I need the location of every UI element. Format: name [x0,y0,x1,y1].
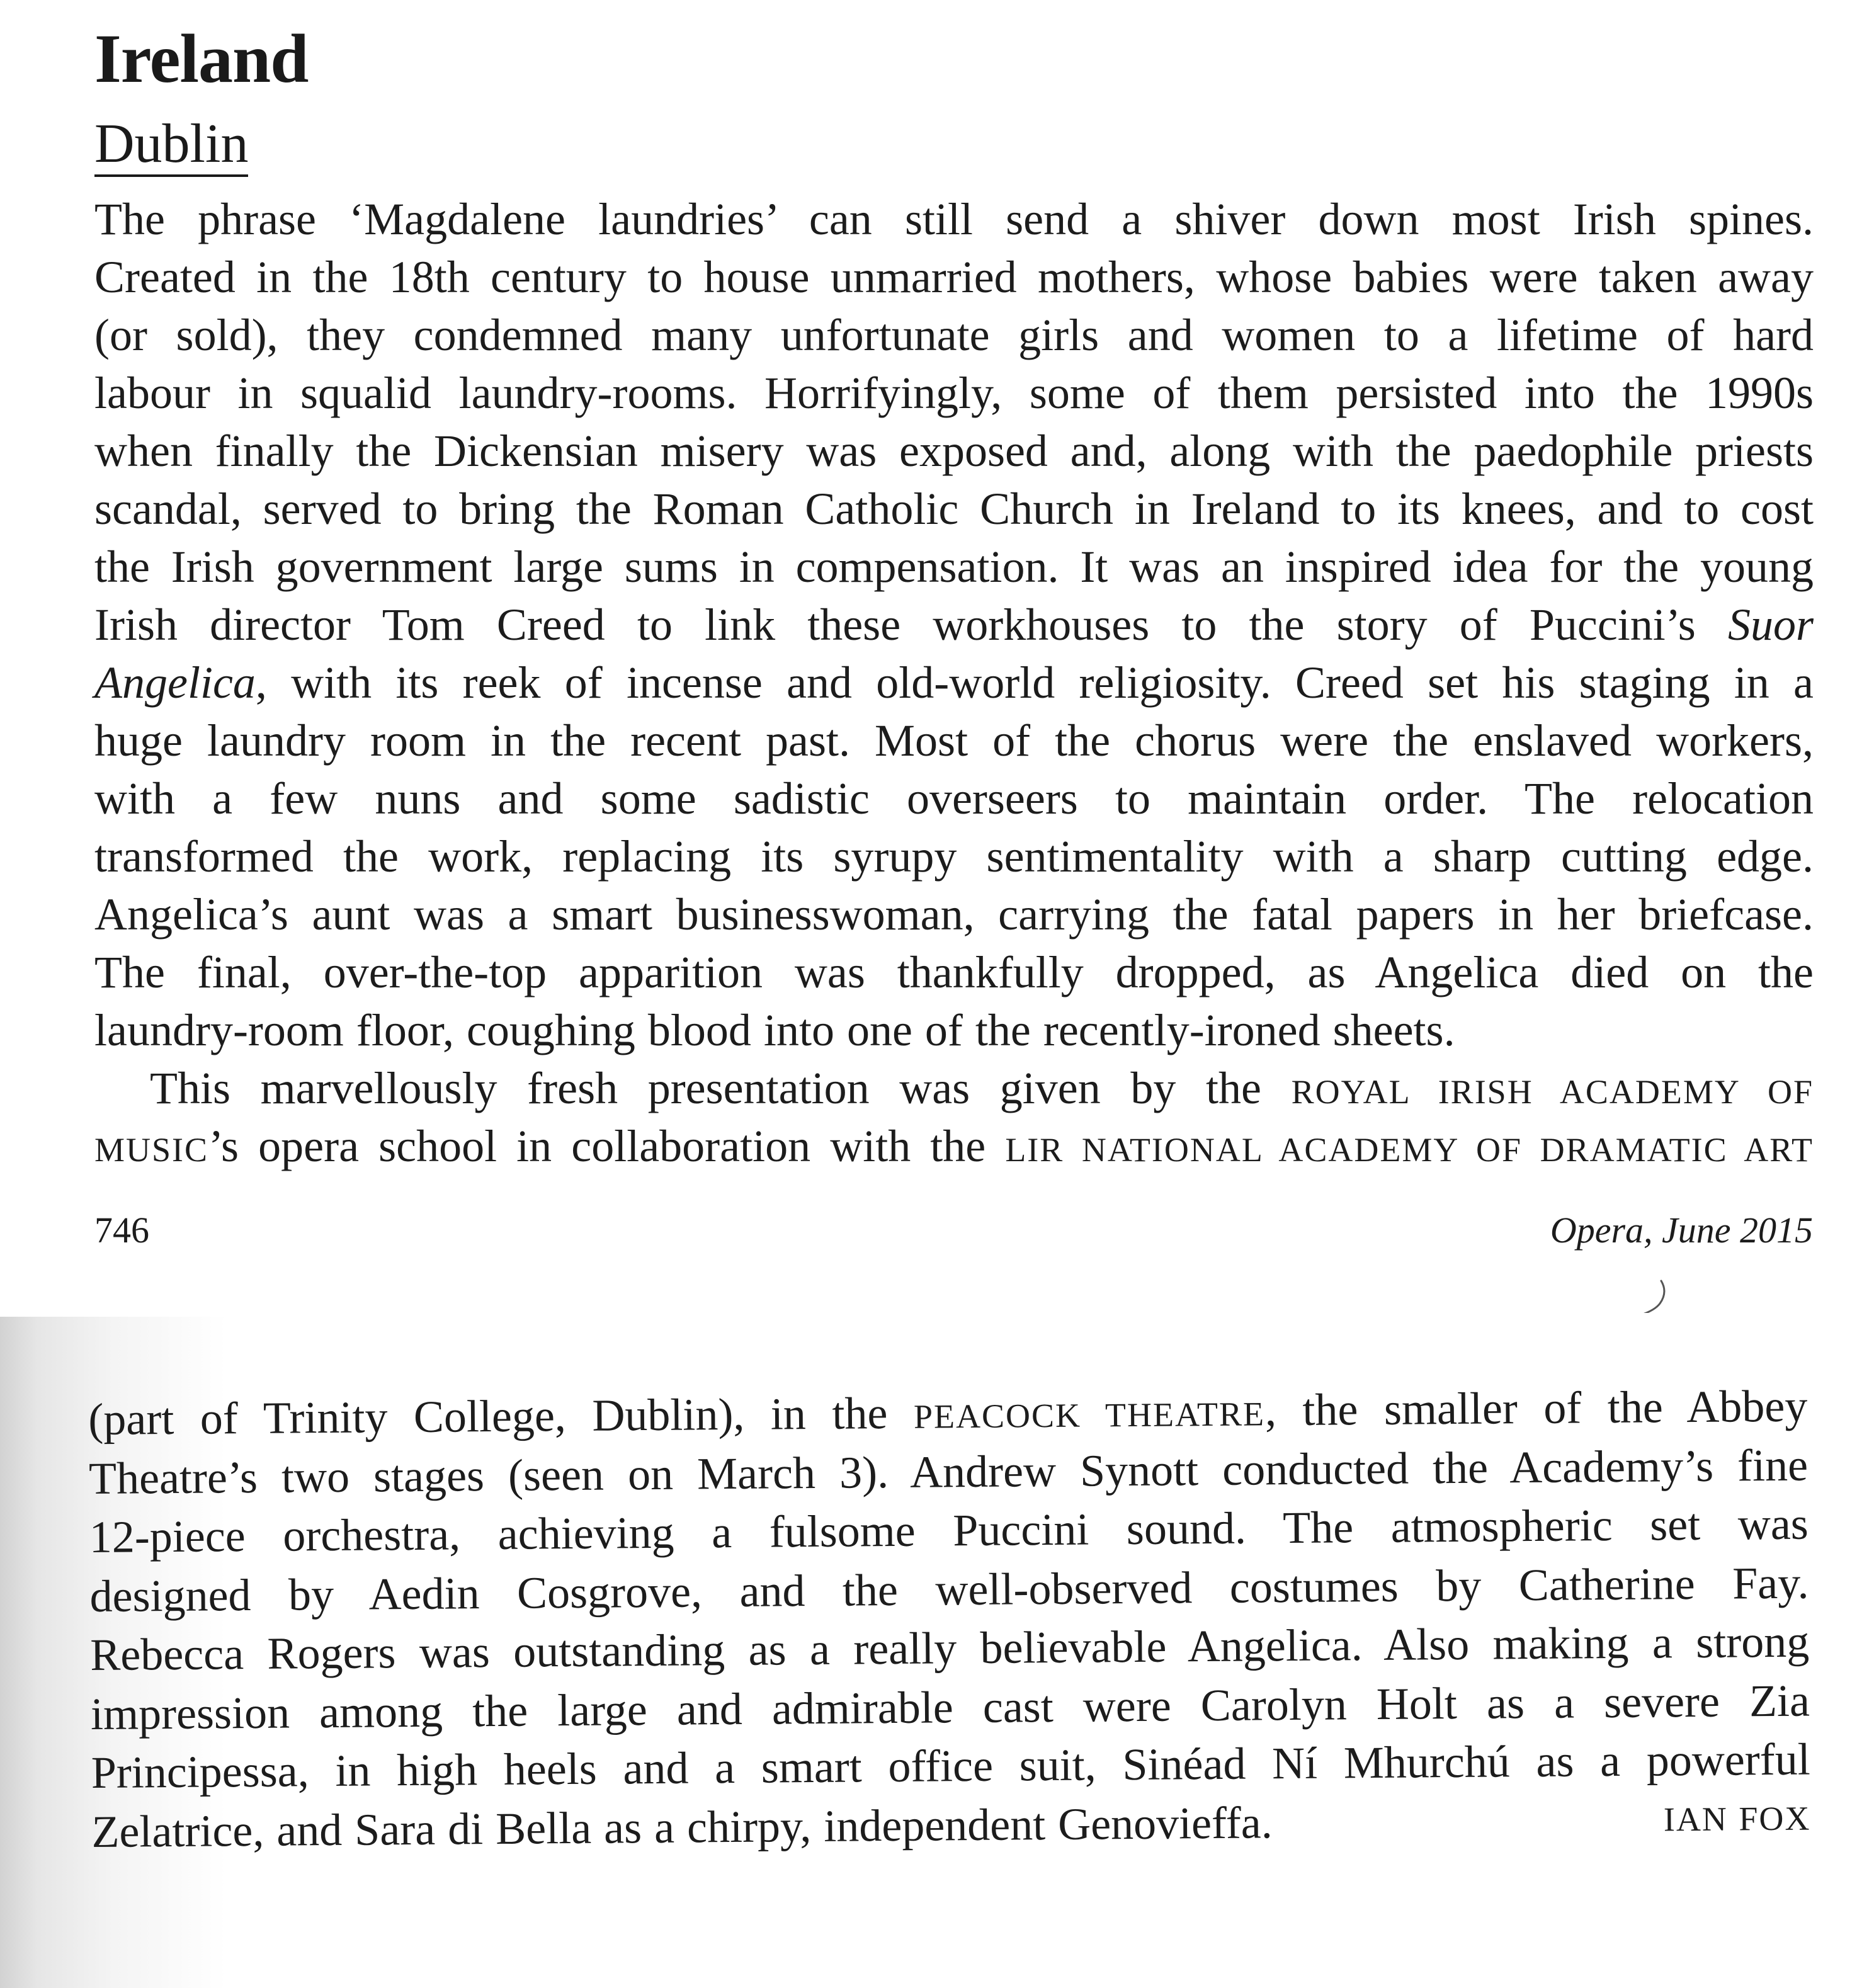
body-text: Zelatrice, and Sara di Bella as a chirpy, independent Genovieffa. [91,1797,1273,1857]
scan-edge [0,1313,1857,1317]
issue-label: Opera, June 2015 [1550,1210,1813,1251]
body-text: (part of Trinity College, Dublin), in the [88,1388,888,1445]
body-line [94,1059,1814,1117]
body-text: ’s opera school in collaboration with the [208,1121,986,1171]
body-line: Theatre’s two stages (seen on March 3). Andrew Synott conducted the Academy’s fine [88,1440,1809,1504]
body-line: huge laundry room in the recent past. Most of the chorus were the enslaved workers, [94,715,1814,766]
body-line: Angelica’s aunt was a smart businesswoman, carrying the fatal papers in her briefcase. [94,889,1814,940]
body-line: scandal, served to bring the Roman Catholic Church in Ireland to its knees, and to cost [94,484,1814,534]
body-line: laundry-room floor, coughing blood into one of the recently-ironed sheets. [94,1005,1455,1055]
review-body-top [94,190,1814,1175]
venue-name: PEACOCK THEATRE [913,1395,1266,1436]
body-line: designed by Aedin Cosgrove, and the well-observed costumes by Catherine Fay. [89,1557,1809,1622]
body-text: , with its reek of incense and old-world religiosity. Creed set his staging in a [255,657,1814,708]
body-line: when finally the Dickensian misery was exposed and, along with the paedophile priests [94,426,1814,476]
body-line: 12-piece orchestra, achieving a fulsome Puccini sound. The atmospheric set was [89,1498,1809,1562]
institution-name: LIR NATIONAL ACADEMY OF DRAMATIC ART [1005,1131,1814,1169]
body-line: the Irish government large sums in compensation. It was an inspired idea for the young [94,542,1814,592]
institution-name: MUSIC [94,1131,209,1169]
country-heading: Ireland [94,20,309,97]
institution-name: ROYAL IRISH ACADEMY OF [1291,1073,1814,1111]
body-text: , the smaller of the Abbey [1264,1380,1808,1436]
body-line: Created in the 18th century to house unmarried mothers, whose babies were taken away [94,252,1814,302]
review-body-bottom [88,1377,1811,1861]
body-text: This marvellously fresh presentation was given by the [150,1063,1261,1113]
body-line: The final, over-the-top apparition was thankfully dropped, as Angelica died on the [94,947,1814,997]
opera-title: Angelica [94,657,256,708]
body-line: with a few nuns and some sadistic overseers to maintain order. The relocation [94,773,1814,824]
body-line [94,654,1814,712]
body-line [94,596,1814,654]
body-line: impression among the large and admirable cast were Carolyn Holt as a severe Zia [90,1675,1810,1739]
body-line: The phrase ‘Magdalene laundries’ can still send a shiver down most Irish spines. [94,194,1814,244]
body-text: Irish director Tom Creed to link these workhouses to the story of Puccini’s [94,599,1696,650]
body-line: labour in squalid laundry-rooms. Horrifyingly, some of them persisted into the 1990s [94,368,1814,418]
body-line: (or sold), they condemned many unfortunate girls and women to a lifetime of hard [94,310,1814,360]
body-line: transformed the work, replacing its syrupy sentimentality with a sharp cutting edge. [94,831,1814,882]
body-line: Principessa, in high heels and a smart office suit, Sinéad Ní Mhurchú as a powerful [91,1734,1810,1798]
author-signoff: IAN FOX [1663,1799,1811,1838]
page-number: 746 [94,1210,149,1251]
opera-title: Suor [1727,599,1814,650]
body-line: Rebecca Rogers was outstanding as a really believable Angelica. Also making a strong [89,1616,1810,1680]
body-line [94,1117,1814,1175]
city-subheading: Dublin [94,116,248,177]
